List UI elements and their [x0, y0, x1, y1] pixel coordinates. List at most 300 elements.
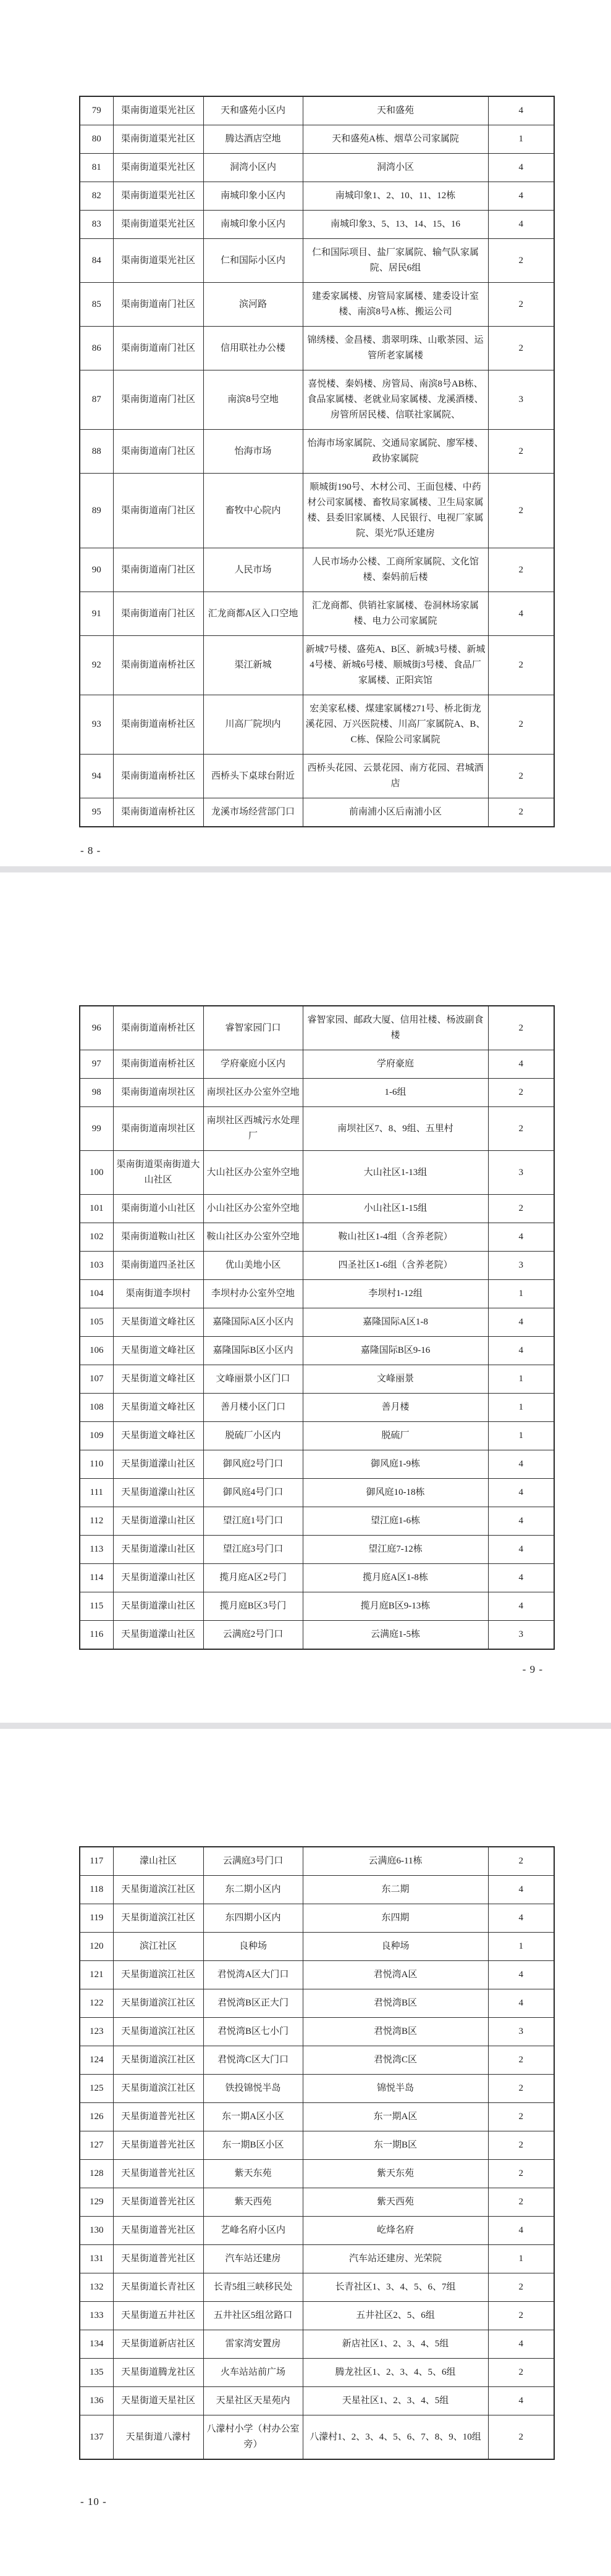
- cell-coverage: 揽月庭B区9-13栋: [303, 1592, 488, 1621]
- cell-count: 4: [488, 154, 554, 182]
- table-row: [80, 2415, 554, 2460]
- table-row: [80, 1394, 554, 1422]
- cell-community: 渠南街道渠光社区: [113, 239, 203, 283]
- cell-community: 天星街道滨江社区: [113, 1989, 203, 2018]
- cell-coverage: 御风庭1-9栋: [303, 1450, 488, 1479]
- cell-community: 渠南街道渠光社区: [113, 211, 203, 239]
- cell-coverage: 东四期: [303, 1904, 488, 1933]
- cell-index: 122: [80, 1989, 113, 2018]
- cell-site: 人民市场: [203, 548, 303, 592]
- cell-index: 121: [80, 1961, 113, 1989]
- table-row: [80, 1961, 554, 1989]
- cell-index: 129: [80, 2188, 113, 2217]
- cell-community: 天星街道濛山社区: [113, 1564, 203, 1592]
- cell-count: 2: [488, 2046, 554, 2075]
- cell-index: 132: [80, 2273, 113, 2302]
- table-row: [80, 1107, 554, 1151]
- table-row: [80, 1337, 554, 1365]
- cell-community: 渠南街道渠南街道大山社区: [113, 1151, 203, 1195]
- cell-count: 1: [488, 1394, 554, 1422]
- cell-coverage: 前南浦小区后南浦小区: [303, 798, 488, 827]
- cell-index: 114: [80, 1564, 113, 1592]
- table-row: [80, 1450, 554, 1479]
- cell-count: 3: [488, 370, 554, 430]
- cell-coverage: 长青社区1、3、4、5、6、7组: [303, 2273, 488, 2302]
- cell-index: 117: [80, 1847, 113, 1876]
- cell-site: 御风庭4号门口: [203, 1479, 303, 1507]
- cell-count: 2: [488, 2075, 554, 2103]
- cell-community: 天星街道五井社区: [113, 2302, 203, 2330]
- cell-index: 91: [80, 592, 113, 636]
- cell-coverage: 东二期: [303, 1876, 488, 1904]
- cell-community: 渠南街道南门社区: [113, 474, 203, 548]
- cell-site: 仁和国际小区内: [203, 239, 303, 283]
- page-separator: [0, 866, 611, 872]
- cell-count: 4: [488, 1308, 554, 1337]
- cell-site: 五井社区5组岔路口: [203, 2302, 303, 2330]
- table-row: [80, 755, 554, 798]
- cell-community: 天星街道文峰社区: [113, 1308, 203, 1337]
- cell-coverage: 学府豪庭: [303, 1050, 488, 1079]
- cell-coverage: 望江庭1-6栋: [303, 1507, 488, 1536]
- cell-coverage: 良种场: [303, 1933, 488, 1961]
- cell-count: 4: [488, 1337, 554, 1365]
- cell-community: 渠南街道渠光社区: [113, 182, 203, 211]
- table-row: [80, 474, 554, 548]
- cell-coverage: 云满庭6-11栋: [303, 1847, 488, 1876]
- table-row: [80, 1422, 554, 1450]
- cell-count: 4: [488, 2217, 554, 2245]
- cell-site: 揽月庭B区3号门: [203, 1592, 303, 1621]
- cell-site: 云满庭3号门口: [203, 1847, 303, 1876]
- cell-community: 天星街道文峰社区: [113, 1422, 203, 1450]
- cell-count: 2: [488, 2131, 554, 2160]
- cell-site: 天和盛苑小区内: [203, 96, 303, 125]
- cell-coverage: 南城印象3、5、13、14、15、16: [303, 211, 488, 239]
- cell-count: 2: [488, 474, 554, 548]
- table-row: [80, 2330, 554, 2359]
- cell-index: 134: [80, 2330, 113, 2359]
- cell-count: 3: [488, 1621, 554, 1650]
- cell-count: 2: [488, 2415, 554, 2460]
- cell-site: 雷家湾安置房: [203, 2330, 303, 2359]
- table-row: [80, 1507, 554, 1536]
- page-10: [0, 1729, 611, 2576]
- cell-coverage: 东一期B区: [303, 2131, 488, 2160]
- cell-site: 艺峰名府小区内: [203, 2217, 303, 2245]
- cell-count: 2: [488, 1195, 554, 1223]
- cell-community: 渠南街道渠光社区: [113, 96, 203, 125]
- cell-site: 畜牧中心院内: [203, 474, 303, 548]
- cell-index: 93: [80, 695, 113, 755]
- cell-index: 108: [80, 1394, 113, 1422]
- cell-coverage: 喜悦楼、秦妈楼、房管局、南滨8号AB栋、食品家属楼、老就业局家属楼、龙溪酒楼、房管所居民楼、信联社家属院、: [303, 370, 488, 430]
- cell-community: 渠南街道南门社区: [113, 592, 203, 636]
- cell-count: 2: [488, 548, 554, 592]
- cell-community: 天星街道普光社区: [113, 2131, 203, 2160]
- table-row: [80, 2302, 554, 2330]
- table-row: [80, 2217, 554, 2245]
- cell-count: 4: [488, 1592, 554, 1621]
- cell-index: 110: [80, 1450, 113, 1479]
- table-row: [80, 695, 554, 755]
- cell-community: 渠南街道渠光社区: [113, 154, 203, 182]
- cell-index: 120: [80, 1933, 113, 1961]
- cell-index: 133: [80, 2302, 113, 2330]
- cell-count: 2: [488, 2160, 554, 2188]
- cell-community: 滨江社区: [113, 1933, 203, 1961]
- cell-index: 126: [80, 2103, 113, 2131]
- cell-index: 80: [80, 125, 113, 154]
- cell-coverage: 腾龙社区1、2、3、4、5、6组: [303, 2359, 488, 2387]
- cell-coverage: 望江庭7-12栋: [303, 1536, 488, 1564]
- cell-count: 2: [488, 798, 554, 827]
- cell-community: 天星街道濛山社区: [113, 1536, 203, 1564]
- cell-coverage: 顺城街190号、木材公司、王面包楼、中药材公司家属楼、畜牧局家属楼、卫生局家属楼、县委旧家属楼、人民银行、电视厂家属院、渠光7队还建房: [303, 474, 488, 548]
- table-row: [80, 1308, 554, 1337]
- table-row: [80, 636, 554, 695]
- cell-index: 130: [80, 2217, 113, 2245]
- cell-site: 善月楼小区门口: [203, 1394, 303, 1422]
- cell-count: 3: [488, 1151, 554, 1195]
- cell-community: 渠南街道南坝社区: [113, 1107, 203, 1151]
- cell-coverage: 君悦湾B区: [303, 2018, 488, 2046]
- cell-coverage: 新店社区1、2、3、4、5组: [303, 2330, 488, 2359]
- cell-site: 东四期小区内: [203, 1904, 303, 1933]
- points-table: [79, 1005, 555, 1650]
- cell-site: 脱硫厂小区内: [203, 1422, 303, 1450]
- cell-count: 1: [488, 1365, 554, 1394]
- table-row: [80, 2131, 554, 2160]
- cell-index: 82: [80, 182, 113, 211]
- cell-community: 渠南街道南门社区: [113, 370, 203, 430]
- cell-coverage: 1-6组: [303, 1079, 488, 1107]
- cell-coverage: 李坝村1-12组: [303, 1280, 488, 1308]
- cell-count: 4: [488, 1989, 554, 2018]
- cell-count: 2: [488, 430, 554, 474]
- cell-site: 南滨8号空地: [203, 370, 303, 430]
- cell-count: 4: [488, 1564, 554, 1592]
- cell-community: 天星街道普光社区: [113, 2160, 203, 2188]
- cell-coverage: 脱硫厂: [303, 1422, 488, 1450]
- page-8: [0, 0, 611, 866]
- cell-site: 铁投锦悦半岛: [203, 2075, 303, 2103]
- cell-site: 君悦湾B区七小门: [203, 2018, 303, 2046]
- cell-site: 天星社区天星苑内: [203, 2387, 303, 2415]
- cell-count: 2: [488, 239, 554, 283]
- table-row: [80, 2188, 554, 2217]
- cell-community: 天星街道滨江社区: [113, 1904, 203, 1933]
- cell-count: 4: [488, 182, 554, 211]
- table-row: [80, 125, 554, 154]
- cell-community: 渠南街道南门社区: [113, 548, 203, 592]
- cell-coverage: 君悦湾C区: [303, 2046, 488, 2075]
- cell-community: 渠南街道南桥社区: [113, 755, 203, 798]
- cell-coverage: 君悦湾B区: [303, 1989, 488, 2018]
- cell-community: 渠南街道南坝社区: [113, 1079, 203, 1107]
- cell-count: 1: [488, 1422, 554, 1450]
- cell-index: 98: [80, 1079, 113, 1107]
- cell-community: 天星街道普光社区: [113, 2103, 203, 2131]
- cell-site: 君悦湾A区大门口: [203, 1961, 303, 1989]
- cell-count: 4: [488, 1961, 554, 1989]
- cell-site: 嘉隆国际A区小区内: [203, 1308, 303, 1337]
- page-number-footer: - 10 -: [80, 2496, 107, 2507]
- cell-count: 4: [488, 2387, 554, 2415]
- cell-coverage: 锦绣楼、金昌楼、翡翠明珠、山歌茶园、运管所老家属楼: [303, 327, 488, 370]
- cell-coverage: 五井社区2、5、6组: [303, 2302, 488, 2330]
- cell-coverage: 锦悦半岛: [303, 2075, 488, 2103]
- table-row: [80, 2018, 554, 2046]
- table-row: [80, 548, 554, 592]
- cell-index: 118: [80, 1876, 113, 1904]
- cell-count: 4: [488, 1050, 554, 1079]
- cell-community: 渠南街道南桥社区: [113, 695, 203, 755]
- cell-coverage: 君悦湾A区: [303, 1961, 488, 1989]
- cell-index: 89: [80, 474, 113, 548]
- cell-site: 西桥头下桌球台附近: [203, 755, 303, 798]
- cell-coverage: 四圣社区1-6组（含养老院）: [303, 1252, 488, 1280]
- cell-site: 鞍山社区办公室外空地: [203, 1223, 303, 1252]
- cell-community: 天星街道文峰社区: [113, 1394, 203, 1422]
- cell-community: 天星街道文峰社区: [113, 1365, 203, 1394]
- cell-community: 天星街道新店社区: [113, 2330, 203, 2359]
- cell-count: 4: [488, 1536, 554, 1564]
- page-number-footer: - 9 -: [522, 1663, 543, 1675]
- cell-index: 116: [80, 1621, 113, 1650]
- cell-site: 学府豪庭小区内: [203, 1050, 303, 1079]
- cell-count: 4: [488, 211, 554, 239]
- cell-coverage: 屹烽名府: [303, 2217, 488, 2245]
- cell-count: 4: [488, 2330, 554, 2359]
- table-row: [80, 1847, 554, 1876]
- cell-community: 天星街道濛山社区: [113, 1479, 203, 1507]
- cell-index: 99: [80, 1107, 113, 1151]
- table-row: [80, 370, 554, 430]
- cell-index: 131: [80, 2245, 113, 2273]
- cell-count: 2: [488, 2359, 554, 2387]
- cell-count: 4: [488, 96, 554, 125]
- cell-index: 90: [80, 548, 113, 592]
- table-row: [80, 2359, 554, 2387]
- cell-count: 2: [488, 1006, 554, 1050]
- cell-coverage: 西桥头花园、云景花园、南方花园、君城酒店: [303, 755, 488, 798]
- table-row: [80, 798, 554, 827]
- cell-site: 睿智家园门口: [203, 1006, 303, 1050]
- cell-count: 1: [488, 125, 554, 154]
- cell-community: 渠南街道四圣社区: [113, 1252, 203, 1280]
- cell-coverage: 新城7号楼、盛苑A、B区、新城3号楼、新城4号楼、新城6号楼、顺城街3号楼、食品厂家属楼、正阳宾馆: [303, 636, 488, 695]
- cell-index: 87: [80, 370, 113, 430]
- cell-community: 天星街道濛山社区: [113, 1450, 203, 1479]
- cell-community: 天星街道濛山社区: [113, 1507, 203, 1536]
- cell-count: 2: [488, 2188, 554, 2217]
- cell-index: 83: [80, 211, 113, 239]
- cell-index: 104: [80, 1280, 113, 1308]
- table-row: [80, 1252, 554, 1280]
- cell-index: 123: [80, 2018, 113, 2046]
- table-row: [80, 1592, 554, 1621]
- cell-site: 望江庭3号门口: [203, 1536, 303, 1564]
- table-row: [80, 1479, 554, 1507]
- cell-community: 渠南街道南门社区: [113, 327, 203, 370]
- cell-index: 84: [80, 239, 113, 283]
- table-row: [80, 2103, 554, 2131]
- cell-community: 天星街道濛山社区: [113, 1621, 203, 1650]
- cell-index: 97: [80, 1050, 113, 1079]
- cell-site: 嘉隆国际B区小区内: [203, 1337, 303, 1365]
- cell-coverage: 文峰丽景: [303, 1365, 488, 1394]
- cell-community: 渠南街道李坝村: [113, 1280, 203, 1308]
- cell-index: 101: [80, 1195, 113, 1223]
- cell-count: 3: [488, 2018, 554, 2046]
- table-row: [80, 327, 554, 370]
- cell-count: 2: [488, 327, 554, 370]
- table-row: [80, 1621, 554, 1650]
- cell-community: 渠南街道南桥社区: [113, 1006, 203, 1050]
- table-row: [80, 2046, 554, 2075]
- cell-site: 紫天东苑: [203, 2160, 303, 2188]
- cell-community: 天星街道天星社区: [113, 2387, 203, 2415]
- cell-coverage: 天星社区1、2、3、4、5组: [303, 2387, 488, 2415]
- cell-site: 揽月庭A区2号门: [203, 1564, 303, 1592]
- cell-index: 111: [80, 1479, 113, 1507]
- table-row: [80, 1536, 554, 1564]
- cell-coverage: 人民市场办公楼、工商所家属院、文化馆楼、秦妈前后楼: [303, 548, 488, 592]
- table-row: [80, 1365, 554, 1394]
- cell-coverage: 南坝社区7、8、9组、五里村: [303, 1107, 488, 1151]
- cell-site: 良种场: [203, 1933, 303, 1961]
- cell-community: 天星街道腾龙社区: [113, 2359, 203, 2387]
- table-row: [80, 1006, 554, 1050]
- table-row: [80, 2075, 554, 2103]
- cell-count: 4: [488, 592, 554, 636]
- cell-site: 滨河路: [203, 283, 303, 327]
- cell-coverage: 天和盛苑A栋、烟草公司家属院: [303, 125, 488, 154]
- cell-coverage: 嘉隆国际B区9-16: [303, 1337, 488, 1365]
- cell-site: 南坝社区办公室外空地: [203, 1079, 303, 1107]
- cell-site: 南城印象小区内: [203, 211, 303, 239]
- cell-coverage: 仁和国际项目、盐厂家属院、输气队家属院、居民6组: [303, 239, 488, 283]
- cell-site: 南城印象小区内: [203, 182, 303, 211]
- cell-index: 107: [80, 1365, 113, 1394]
- cell-coverage: 鞍山社区1-4组（含养老院）: [303, 1223, 488, 1252]
- cell-coverage: 汽车站还建房、光荣院: [303, 2245, 488, 2273]
- table-row: [80, 1079, 554, 1107]
- cell-community: 天星街道普光社区: [113, 2188, 203, 2217]
- cell-coverage: 睿智家园、邮政大厦、信用社楼、杨波副食楼: [303, 1006, 488, 1050]
- cell-index: 103: [80, 1252, 113, 1280]
- cell-coverage: 宏美家私楼、煤建家属楼271号、桥北街龙溪花园、万兴医院楼、川高厂家属院A、B、C栋、保险公司家属院: [303, 695, 488, 755]
- cell-index: 124: [80, 2046, 113, 2075]
- table-row: [80, 2160, 554, 2188]
- table-row: [80, 96, 554, 125]
- cell-count: 2: [488, 636, 554, 695]
- points-table: [79, 96, 555, 827]
- cell-coverage: 洞湾小区: [303, 154, 488, 182]
- table-row: [80, 1564, 554, 1592]
- table-row: [80, 2387, 554, 2415]
- cell-community: 天星街道滨江社区: [113, 2075, 203, 2103]
- table-row: [80, 154, 554, 182]
- cell-index: 105: [80, 1308, 113, 1337]
- cell-count: 4: [488, 1876, 554, 1904]
- cell-community: 天星街道滨江社区: [113, 1961, 203, 1989]
- table-row: [80, 1876, 554, 1904]
- cell-site: 渠江新城: [203, 636, 303, 695]
- cell-community: 渠南街道南门社区: [113, 430, 203, 474]
- cell-community: 天星街道八濛村: [113, 2415, 203, 2460]
- cell-community: 渠南街道南门社区: [113, 283, 203, 327]
- cell-site: 东二期小区内: [203, 1876, 303, 1904]
- cell-community: 天星街道滨江社区: [113, 2046, 203, 2075]
- cell-index: 79: [80, 96, 113, 125]
- cell-site: 云满庭2号门口: [203, 1621, 303, 1650]
- cell-count: 2: [488, 283, 554, 327]
- cell-community: 渠南街道南桥社区: [113, 1050, 203, 1079]
- cell-coverage: 东一期A区: [303, 2103, 488, 2131]
- table-row: [80, 283, 554, 327]
- cell-coverage: 怡海市场家属院、交通局家属院、廖军楼、政协家属院: [303, 430, 488, 474]
- table-row: [80, 430, 554, 474]
- cell-count: 2: [488, 1847, 554, 1876]
- cell-index: 125: [80, 2075, 113, 2103]
- table-row: [80, 1151, 554, 1195]
- cell-coverage: 天和盛苑: [303, 96, 488, 125]
- cell-community: 渠南街道南桥社区: [113, 798, 203, 827]
- cell-count: 4: [488, 1479, 554, 1507]
- cell-site: 君悦湾C区大门口: [203, 2046, 303, 2075]
- table-row: [80, 1904, 554, 1933]
- cell-community: 天星街道濛山社区: [113, 1592, 203, 1621]
- cell-coverage: 紫天西苑: [303, 2188, 488, 2217]
- table-row: [80, 1933, 554, 1961]
- cell-site: 腾达酒店空地: [203, 125, 303, 154]
- page-9: [0, 872, 611, 1723]
- cell-community: 天星街道普光社区: [113, 2245, 203, 2273]
- table-row: [80, 211, 554, 239]
- cell-community: 天星街道滨江社区: [113, 2018, 203, 2046]
- cell-site: 怡海市场: [203, 430, 303, 474]
- table-row: [80, 1223, 554, 1252]
- cell-index: 112: [80, 1507, 113, 1536]
- cell-coverage: 小山社区1-15组: [303, 1195, 488, 1223]
- cell-site: 文峰丽景小区门口: [203, 1365, 303, 1394]
- cell-site: 汽车站还建房: [203, 2245, 303, 2273]
- cell-count: 4: [488, 1507, 554, 1536]
- cell-count: 2: [488, 755, 554, 798]
- cell-index: 100: [80, 1151, 113, 1195]
- cell-site: 李坝村办公室外空地: [203, 1280, 303, 1308]
- cell-index: 119: [80, 1904, 113, 1933]
- cell-count: 1: [488, 1933, 554, 1961]
- cell-index: 128: [80, 2160, 113, 2188]
- cell-community: 渠南街道南桥社区: [113, 636, 203, 695]
- cell-site: 信用联社办公楼: [203, 327, 303, 370]
- cell-site: 大山社区办公室外空地: [203, 1151, 303, 1195]
- cell-index: 127: [80, 2131, 113, 2160]
- cell-count: 3: [488, 1252, 554, 1280]
- cell-community: 天星街道普光社区: [113, 2217, 203, 2245]
- cell-count: 2: [488, 1079, 554, 1107]
- table-row: [80, 2273, 554, 2302]
- cell-coverage: 善月楼: [303, 1394, 488, 1422]
- cell-count: 4: [488, 1904, 554, 1933]
- cell-index: 106: [80, 1337, 113, 1365]
- table-row: [80, 1050, 554, 1079]
- cell-index: 113: [80, 1536, 113, 1564]
- cell-index: 85: [80, 283, 113, 327]
